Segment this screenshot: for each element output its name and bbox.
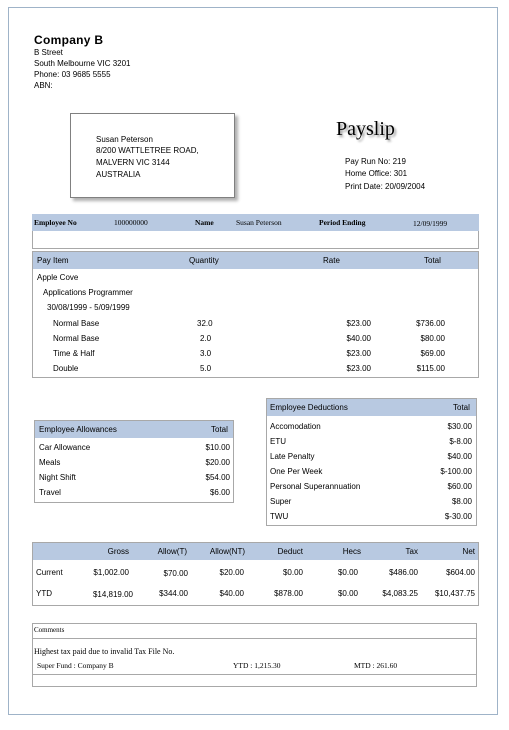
name-label: Name bbox=[195, 218, 214, 227]
pay-item-name: Double bbox=[53, 364, 79, 373]
pay-item-total: $736.00 bbox=[416, 319, 445, 328]
pay-item-rate: $23.00 bbox=[346, 319, 371, 328]
address-line: MALVERN VIC 3144 bbox=[96, 158, 170, 167]
payslip-title: Payslip bbox=[336, 118, 395, 140]
pay-position: Applications Programmer bbox=[43, 288, 133, 297]
deduction-name: ETU bbox=[270, 437, 286, 446]
pay-summary-table bbox=[32, 542, 479, 606]
summary-net: $604.00 bbox=[446, 568, 475, 577]
deduction-amount: $-30.00 bbox=[444, 512, 472, 521]
pay-item-total: $69.00 bbox=[420, 349, 445, 358]
deduction-name: One Per Week bbox=[270, 467, 323, 476]
summary-allow-t: $344.00 bbox=[159, 589, 188, 598]
allowance-name: Night Shift bbox=[39, 473, 76, 482]
summary-gross: $1,002.00 bbox=[93, 568, 129, 577]
pay-item-total: $115.00 bbox=[416, 364, 445, 373]
summary-gross: $14,819.00 bbox=[92, 590, 133, 599]
quantity-header: Quantity bbox=[189, 256, 219, 265]
company-name: Company B bbox=[34, 33, 104, 47]
deduction-name: TWU bbox=[270, 512, 289, 521]
deductions-title: Employee Deductions bbox=[270, 403, 348, 412]
deduction-amount: $8.00 bbox=[451, 497, 472, 506]
name-value: Susan Peterson bbox=[236, 218, 282, 227]
deductions-total-label: Total bbox=[453, 403, 470, 412]
allow-t-header: Allow(T) bbox=[157, 547, 187, 556]
pay-items-header bbox=[33, 252, 478, 269]
summary-row-label: Current bbox=[36, 568, 63, 577]
comments-bottom-divider bbox=[33, 674, 476, 675]
allowance-amount: $54.00 bbox=[205, 473, 230, 482]
hecs-header: Hecs bbox=[342, 547, 361, 556]
allow-nt-header: Allow(NT) bbox=[209, 547, 245, 556]
pay-item-rate: $40.00 bbox=[346, 334, 371, 343]
summary-hecs: $0.00 bbox=[337, 589, 358, 598]
deductions-header bbox=[267, 399, 476, 416]
allowance-name: Meals bbox=[39, 458, 61, 467]
pay-item-name: Time & Half bbox=[53, 349, 95, 358]
company-street: B Street bbox=[34, 48, 63, 57]
pay-item-name: Normal Base bbox=[53, 319, 100, 328]
summary-allow-nt: $20.00 bbox=[219, 568, 244, 577]
address-line: AUSTRALIA bbox=[96, 170, 141, 179]
employee-info-bar bbox=[32, 214, 479, 231]
pay-group: Apple Cove bbox=[37, 273, 79, 282]
deduction-name: Super bbox=[270, 497, 292, 506]
comments-divider bbox=[33, 638, 476, 639]
pay-run-no: Pay Run No: 219 bbox=[345, 157, 406, 166]
allowance-amount: $6.00 bbox=[209, 488, 230, 497]
pay-item-total: $80.00 bbox=[420, 334, 445, 343]
super-fund: Super Fund : Company B bbox=[37, 661, 114, 670]
pay-item-rate: $23.00 bbox=[346, 364, 371, 373]
comments-title: Comments bbox=[34, 626, 65, 634]
deduct-header: Deduct bbox=[277, 547, 303, 556]
summary-tax: $486.00 bbox=[389, 568, 418, 577]
summary-allow-t: $70.00 bbox=[163, 569, 188, 578]
pay-summary-header bbox=[33, 543, 478, 560]
pay-items-table bbox=[32, 251, 479, 378]
allowances-table bbox=[34, 420, 234, 503]
total-header: Total bbox=[424, 256, 441, 265]
gross-header: Gross bbox=[107, 547, 129, 556]
allowances-header bbox=[35, 421, 233, 438]
pay-item-qty: 2.0 bbox=[200, 334, 212, 343]
allowance-name: Car Allowance bbox=[39, 443, 91, 452]
deduction-amount: $-100.00 bbox=[440, 467, 472, 476]
summary-net: $10,437.75 bbox=[434, 589, 475, 598]
deduction-amount: $-8.00 bbox=[449, 437, 472, 446]
pay-item-qty: 5.0 bbox=[200, 364, 212, 373]
pay-item-rate: $23.00 bbox=[346, 349, 371, 358]
period-ending-label: Period Ending bbox=[319, 218, 366, 227]
address-line: Susan Peterson bbox=[96, 135, 153, 144]
summary-deduct: $878.00 bbox=[274, 589, 303, 598]
summary-hecs: $0.00 bbox=[337, 568, 358, 577]
summary-deduct: $0.00 bbox=[282, 568, 303, 577]
print-date: Print Date: 20/09/2004 bbox=[345, 182, 426, 191]
company-abn: ABN: bbox=[34, 81, 53, 90]
company-phone: Phone: 03 9685 5555 bbox=[34, 70, 111, 79]
deduction-name: Personal Superannuation bbox=[270, 482, 361, 491]
period-ending-value: 12/09/1999 bbox=[413, 219, 448, 228]
super-ytd: YTD : 1,215.30 bbox=[233, 661, 281, 670]
deduction-name: Accomodation bbox=[270, 422, 321, 431]
employee-no-label: Employee No bbox=[34, 218, 77, 227]
tax-header: Tax bbox=[405, 547, 418, 556]
pay-item-qty: 32.0 bbox=[197, 319, 213, 328]
pay-period: 30/08/1999 - 5/09/1999 bbox=[47, 303, 130, 312]
allowances-title: Employee Allowances bbox=[39, 425, 117, 434]
employee-no-value: 100000000 bbox=[114, 218, 148, 227]
company-suburb: South Melbourne VIC 3201 bbox=[34, 59, 131, 68]
pay-item-header: Pay Item bbox=[37, 256, 69, 265]
summary-row-label: YTD bbox=[36, 589, 52, 598]
pay-item-qty: 3.0 bbox=[200, 349, 212, 358]
allowance-name: Travel bbox=[39, 488, 61, 497]
pay-item-name: Normal Base bbox=[53, 334, 100, 343]
payslip-page bbox=[8, 7, 498, 715]
comments-box bbox=[32, 623, 477, 687]
address-line: 8/200 WATTLETREE ROAD, bbox=[96, 146, 199, 155]
deduction-amount: $30.00 bbox=[447, 422, 472, 431]
deduction-amount: $60.00 bbox=[447, 482, 472, 491]
allowance-amount: $20.00 bbox=[205, 458, 230, 467]
summary-allow-nt: $40.00 bbox=[219, 589, 244, 598]
comments-text: Highest tax paid due to invalid Tax File No. bbox=[34, 647, 175, 656]
home-office: Home Office: 301 bbox=[345, 169, 408, 178]
summary-tax: $4,083.25 bbox=[382, 589, 418, 598]
deduction-name: Late Penalty bbox=[270, 452, 315, 461]
allowance-amount: $10.00 bbox=[205, 443, 230, 452]
allowances-total-label: Total bbox=[211, 425, 228, 434]
net-header: Net bbox=[462, 547, 475, 556]
deduction-amount: $40.00 bbox=[447, 452, 472, 461]
employee-address-box bbox=[70, 113, 235, 198]
rate-header: Rate bbox=[323, 256, 340, 265]
deductions-table bbox=[266, 398, 477, 526]
employee-info-spacer bbox=[32, 231, 479, 249]
super-mtd: MTD : 261.60 bbox=[354, 661, 398, 670]
